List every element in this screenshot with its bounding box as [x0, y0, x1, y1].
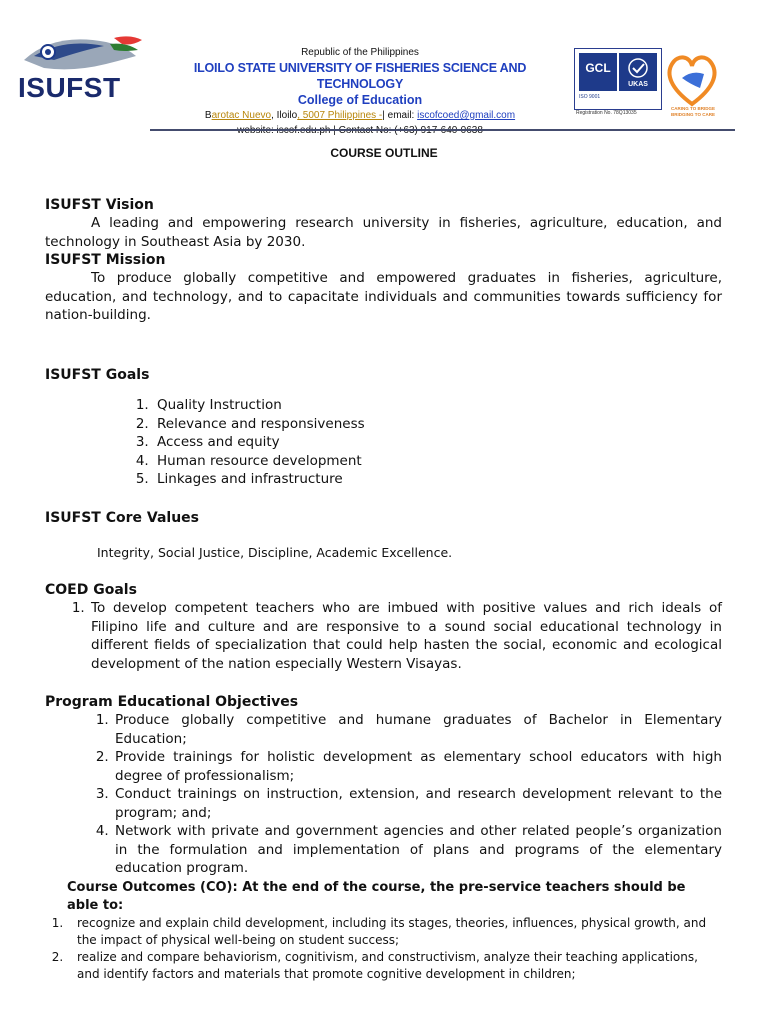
mission-text — [45, 269, 722, 325]
address-b: B — [204, 110, 212, 121]
course-outcomes-section — [45, 879, 720, 983]
registration-number: Registration No. 78Q13035 — [576, 110, 637, 116]
university-name: ILOILO STATE UNIVERSITY OF FISHERIES SCIENCE AND TECHNOLOGY — [193, 61, 527, 91]
list-item: 2. realize and compare behaviorism, cognitivism, and constructivism, analyze their teaching applications, and identify factors and materials that promote cognitive development in children; — [67, 949, 720, 983]
vision-heading: ISUFST Vision — [45, 197, 154, 213]
list-item: 4. Human resource development — [153, 452, 722, 471]
mission-heading: ISUFST Mission — [45, 252, 166, 268]
page-title: COURSE OUTLINE — [330, 146, 438, 160]
coed-goals-heading: COED Goals — [45, 582, 137, 598]
coed-goals-section — [45, 581, 722, 673]
letterhead — [150, 46, 570, 138]
iso-label: ISO 9001 — [579, 94, 601, 100]
course-outcomes-list — [45, 915, 720, 983]
isufst-logo-text: ISUFST — [18, 72, 121, 103]
crown-check-icon — [619, 53, 657, 79]
address-town: arotac Nuevo — [211, 110, 272, 121]
address-province: , Iloilo — [271, 110, 298, 121]
email-link[interactable]: iscofcoed@gmail.com — [417, 110, 516, 121]
vision-body: A leading and empowering research university in fisheries, agriculture, education, and technology in Southeast Asia by 2030. — [45, 215, 722, 250]
vision-mission-section — [45, 196, 722, 325]
address-zip: , 5007 Philippines - — [297, 110, 383, 121]
ukas-logo — [619, 53, 657, 91]
iso-certification-badge — [574, 48, 662, 110]
goals-list — [45, 396, 722, 489]
email-label: | email: — [382, 110, 418, 121]
ukas-label: UKAS — [628, 81, 648, 88]
coed-goals-list — [45, 599, 722, 673]
list-item: 1. Produce globally competitive and humane graduates of Bachelor in Elementary Education; — [113, 711, 722, 748]
goals-section — [45, 366, 722, 489]
list-item: 3. Conduct trainings on instruction, extension, and research development relevant to the program; and; — [113, 785, 722, 822]
course-outcomes-heading: Course Outcomes (CO): At the end of the course, the pre-service teachers should be able to: — [67, 880, 686, 913]
core-values-heading: ISUFST Core Values — [45, 510, 200, 526]
header-divider — [150, 129, 735, 131]
heart-logo — [664, 48, 720, 112]
core-values-section — [45, 509, 722, 562]
list-item: 5. Linkages and infrastructure — [153, 470, 722, 489]
peo-heading: Program Educational Objectives — [45, 694, 299, 710]
list-item: 1. To develop competent teachers who are imbued with positive values and rich ideals of Filipino life and culture and are responsive to a sound social educational technology in different fields of specialization that could help hasten the social, economic and ecological development of the nation especially Western Visayas. — [89, 599, 722, 673]
address-line — [150, 108, 570, 123]
list-item: 2. Provide trainings for holistic development as elementary school educators with high degree of professionalism; — [113, 748, 722, 785]
gcl-logo: GCL — [579, 53, 617, 91]
republic-line: Republic of the Philippines — [301, 47, 419, 58]
vision-text — [45, 214, 722, 251]
goals-heading: ISUFST Goals — [45, 367, 150, 383]
college-name: College of Education — [297, 93, 423, 107]
heart-logo-caption: CARING TO BRIDGE BRIDGING TO CARE — [671, 106, 715, 117]
peo-list — [45, 711, 722, 878]
mission-body: To produce globally competitive and empowered graduates in fisheries, agriculture, education, and technology, and to capacitate individuals and communities towards sufficiency for nation-building. — [45, 270, 722, 323]
list-item: 4. Network with private and government agencies and other related people’s organization in the formulation and implementation of plans and programs of the elementary education program. — [113, 822, 722, 878]
list-item: 1. Quality Instruction — [153, 396, 722, 415]
list-item: 2. Relevance and responsiveness — [153, 415, 722, 434]
list-item: 3. Access and equity — [153, 433, 722, 452]
core-values-text: Integrity, Social Justice, Discipline, Academic Excellence. — [97, 545, 453, 560]
list-item: 1. recognize and explain child development, including its stages, theories, influences, physical growth, and the impact of physical well-being on student success; — [67, 915, 720, 949]
peo-section — [45, 693, 722, 878]
